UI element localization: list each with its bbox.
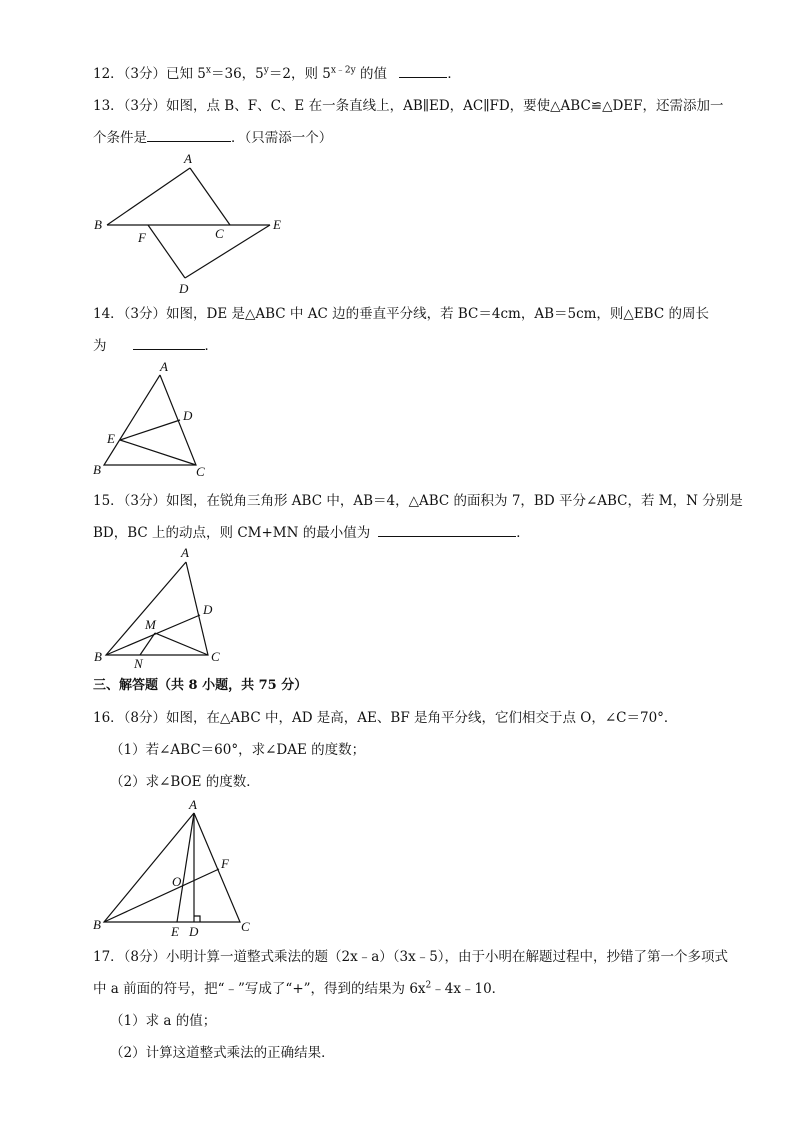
q14-text-a: 为 — [93, 338, 107, 354]
q14-label-b: B — [93, 462, 101, 477]
question-13-line-1: 13．（3分）如图，点 B、F、C、E 在一条直线上，AB∥ED，AC∥FD，要使△ABC≌△DEF，还需添加一 — [93, 98, 724, 114]
q16-label-e: E — [171, 924, 179, 939]
section-3-title: 三、解答题（共 8 小题，共 75 分） — [93, 678, 308, 693]
question-16-part-1: （1）若∠ABC＝60°，求∠DAE 的度数； — [110, 742, 366, 758]
q12-text-a: 12．（3分）已知 5 — [93, 66, 206, 82]
q16-triangle-abc — [104, 813, 240, 922]
q15-label-d: D — [203, 602, 213, 617]
q17-sup: 2 — [425, 980, 432, 991]
q12-text-b: ＝36，5 — [210, 66, 264, 82]
question-16-line-1: 16．（8分）如图，在△ABC 中，AD 是高，AE、BF 是角平分线，它们相交于点 O，∠C＝70°． — [93, 710, 678, 726]
q12-end: ． — [447, 66, 461, 82]
q13-label-e: E — [273, 217, 281, 232]
q15-label-n: N — [134, 656, 143, 671]
q16-label-f: F — [221, 856, 229, 871]
q12-sup-3: x﹣2y — [330, 65, 356, 76]
question-17-line-1: 17．（8分）小明计算一道整式乘法的题（2x﹣a）（3x﹣5），由于小明在解题过程中，抄错了第一个多项式 — [93, 949, 729, 965]
q13-label-d: D — [179, 281, 189, 296]
q13-label-f: F — [138, 230, 146, 245]
q14-label-d: D — [183, 408, 193, 423]
q14-label-e: E — [107, 431, 115, 446]
question-15-line-1: 15．（3分）如图，在锐角三角形 ABC 中，AB＝4，△ABC 的面积为 7，BD 平分∠ABC，若 M，N 分别是 — [93, 493, 743, 509]
q12-sup-2: y — [263, 65, 269, 76]
q15-label-c: C — [211, 649, 220, 664]
question-16-part-2: （2）求∠BOE 的度数． — [110, 774, 260, 790]
q17-text-a: 中 a 前面的符号，把“﹣”写成了“+”，得到的结果为 6x — [93, 981, 426, 997]
q16-segment-ae — [177, 813, 194, 922]
q16-segment-bf — [104, 869, 219, 922]
q12-text-c: ＝2，则 5 — [268, 66, 331, 82]
q16-label-c: C — [241, 919, 250, 934]
q14-label-a: A — [160, 359, 168, 374]
question-14-line-1: 14．（3分）如图，DE 是△ABC 中 AC 边的垂直平分线，若 BC＝4cm，AB＝5cm，则△EBC 的周长 — [93, 306, 709, 322]
question-17-part-1: （1）求 a 的值； — [110, 1013, 217, 1029]
q13-text-a: 个条件是 — [93, 130, 147, 146]
q14-text-b: ． — [204, 338, 218, 354]
question-17-line-2 — [93, 980, 505, 998]
question-17-part-2: （2）计算这道整式乘法的正确结果． — [110, 1045, 335, 1061]
q16-label-d: D — [189, 924, 199, 939]
q13-label-a: A — [184, 151, 192, 166]
q13-label-c: C — [215, 226, 224, 241]
q15-label-m: M — [145, 617, 156, 632]
q15-text-b: ． — [516, 525, 530, 541]
q15-text-a: BD，BC 上的动点，则 CM+MN 的最小值为 — [93, 525, 371, 541]
q13-text-b: ．（只需添一个） — [231, 130, 333, 146]
q12-sup-1: x — [205, 65, 211, 76]
q16-label-b: B — [93, 917, 101, 932]
q16-right-angle-mark — [194, 916, 200, 922]
q13-label-b: B — [94, 217, 102, 232]
q17-text-b: ﹣4x﹣10． — [431, 981, 506, 997]
q15-label-b: B — [94, 649, 102, 664]
q15-label-a: A — [181, 545, 189, 560]
q14-label-c: C — [196, 464, 205, 479]
q16-label-a: A — [189, 797, 197, 812]
q16-label-o: O — [172, 874, 182, 889]
q12-text-d: 的值 — [355, 66, 388, 82]
